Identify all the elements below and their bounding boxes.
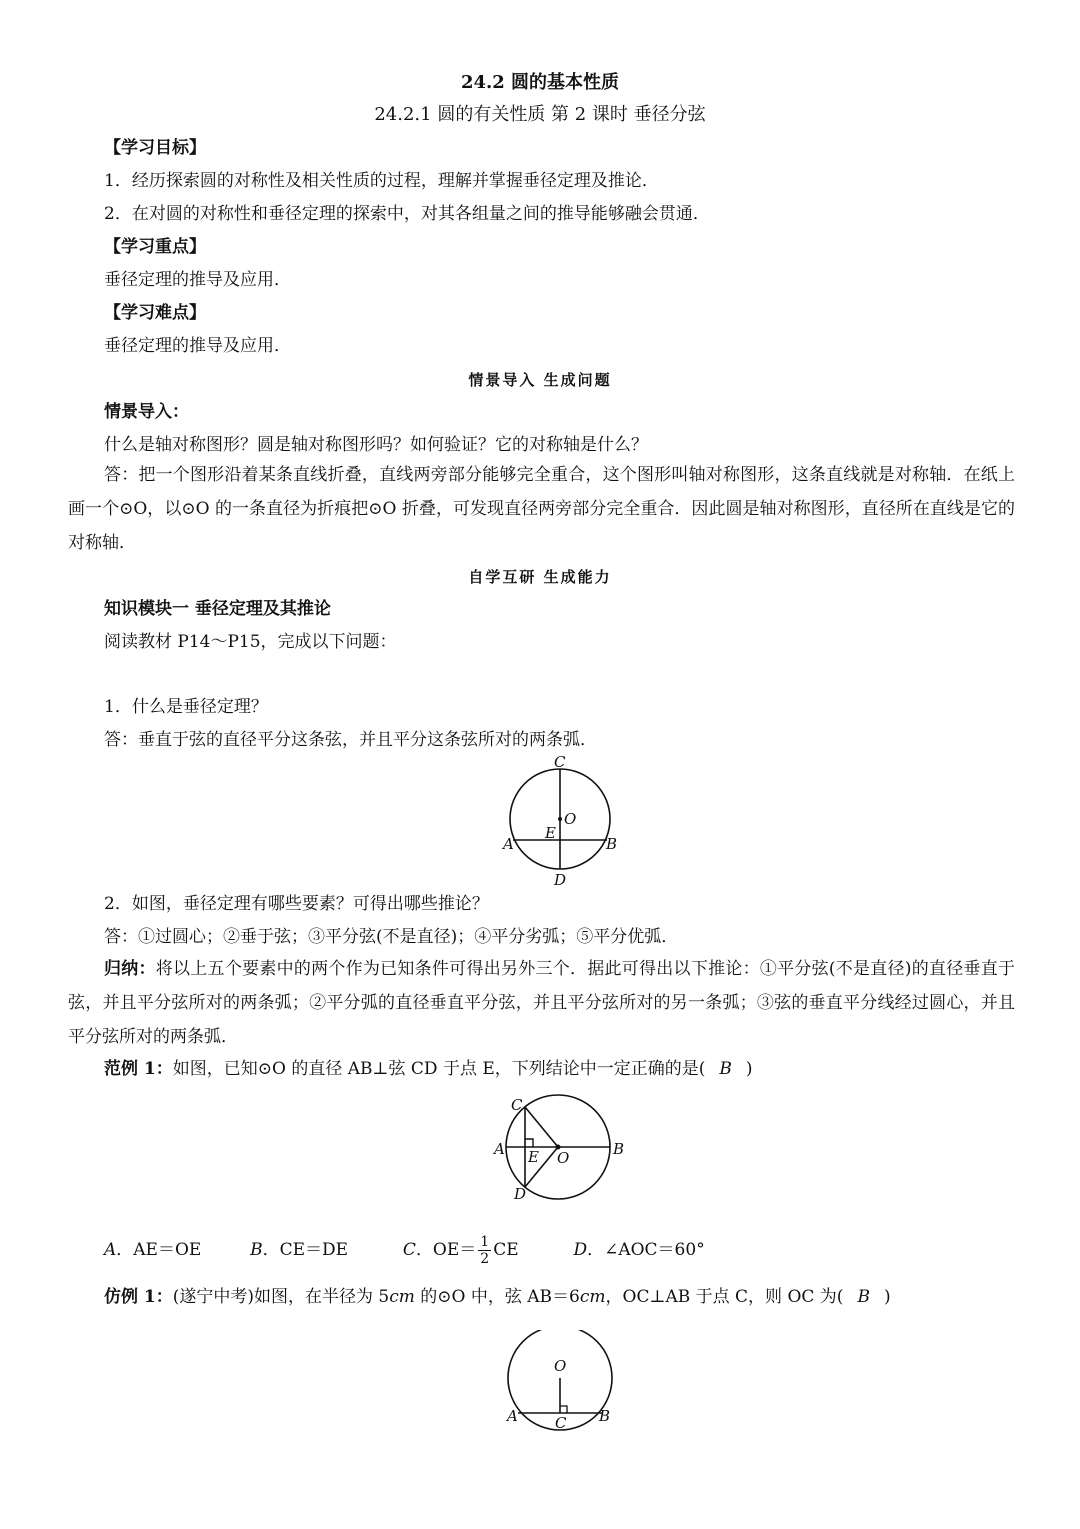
point-label: C bbox=[555, 1414, 567, 1432]
example-close: ) bbox=[745, 1059, 753, 1079]
difficulty-heading: 【学习难点】 bbox=[104, 303, 206, 323]
point-label: E bbox=[528, 1148, 539, 1166]
objective-item: 2．在对圆的对称性和垂径定理的探索中，对其各组量之间的推导能够融会贯通． bbox=[104, 204, 710, 224]
example-label: 范例 1： bbox=[104, 1059, 173, 1079]
point-label: O bbox=[564, 810, 577, 828]
question-2: 2．如图，垂径定理有哪些要素？可得出哪些推论？ bbox=[104, 894, 489, 914]
example-text: 如图，已知⊙O 的直径 AB⊥弦 CD 于点 E，下列结论中一定正确的是( bbox=[172, 1059, 706, 1079]
answer-1: 答：垂直于弦的直径平分这条弦，并且平分这条弦所对的两条弧． bbox=[104, 730, 597, 750]
imitation-1: 仿例 1：(遂宁中考)如图，在半径为 5cm 的⊙O 中，弦 AB＝6cm，OC⊥AB 于点 C，则 OC 为( B ) bbox=[104, 1287, 891, 1307]
difficulty-text: 垂径定理的推导及应用． bbox=[104, 336, 291, 356]
imitation-answer: B bbox=[857, 1287, 870, 1307]
point-label: D bbox=[514, 1185, 527, 1203]
option-a: A．AE＝OE bbox=[104, 1240, 202, 1260]
summary-paragraph bbox=[68, 952, 1015, 1054]
point-label: C bbox=[554, 753, 566, 771]
example-1 bbox=[104, 1056, 753, 1082]
fraction: $\frac{1}{2}$ bbox=[480, 1234, 490, 1267]
section-title: 自学互研 生成能力 bbox=[468, 568, 612, 586]
point-label: A bbox=[503, 835, 514, 853]
circle-figure-1 bbox=[490, 752, 630, 892]
point-label: E bbox=[545, 824, 556, 842]
circle-figure-2 bbox=[490, 1092, 640, 1212]
unit-cm: cm bbox=[389, 1287, 415, 1307]
example-options bbox=[104, 1234, 705, 1267]
point-label: O bbox=[557, 1149, 570, 1167]
objective-item: 1．经历探索圆的对称性及相关性质的过程，理解并掌握垂径定理及推论． bbox=[104, 171, 659, 191]
module-heading: 知识模块一 垂径定理及其推论 bbox=[104, 599, 331, 619]
scenario-question: 什么是轴对称图形？圆是轴对称图形吗？如何验证？它的对称轴是什么？ bbox=[104, 435, 648, 455]
point-label: B bbox=[599, 1407, 611, 1425]
point-label: D bbox=[554, 871, 567, 889]
example-answer: B bbox=[719, 1059, 732, 1079]
point-label: B bbox=[606, 835, 618, 853]
option-b: B．CE＝DE bbox=[250, 1240, 349, 1260]
circle-figure-3 bbox=[498, 1330, 628, 1440]
focus-heading: 【学习重点】 bbox=[104, 237, 206, 257]
section-title: 情景导入 生成问题 bbox=[468, 371, 612, 389]
point-label: A bbox=[507, 1407, 518, 1425]
point-label: A bbox=[494, 1140, 505, 1158]
imitation-label: 仿例 1： bbox=[104, 1287, 173, 1307]
summary-label: 归纳： bbox=[104, 959, 156, 979]
lesson-title: 24.2 圆的基本性质 bbox=[460, 72, 620, 93]
point-label: B bbox=[613, 1140, 625, 1158]
point-label: O bbox=[554, 1357, 567, 1375]
focus-text: 垂径定理的推导及应用． bbox=[104, 270, 291, 290]
scenario-label: 情景导入： bbox=[104, 402, 189, 422]
option-d: D．∠AOC＝60° bbox=[573, 1240, 705, 1260]
question-1: 1．什么是垂径定理？ bbox=[104, 697, 268, 717]
unit-cm: cm bbox=[579, 1287, 606, 1307]
reading-instruction: 阅读教材 P14～P15，完成以下问题： bbox=[104, 632, 397, 652]
lesson-subtitle: 24.2.1 圆的有关性质 第 2 课时 垂径分弦 bbox=[374, 104, 706, 125]
objectives-heading: 【学习目标】 bbox=[104, 138, 206, 158]
point-label: C bbox=[511, 1096, 523, 1114]
summary-text: 将以上五个要素中的两个作为已知条件可得出另外三个．据此可得出以下推论：①平分弦(不是直径)的直径垂直于弦，并且平分弦所对的两条弧；②平分弧的直径垂直平分弦，并且平分弦所对的另一条弧；③弦的垂直平分线经过圆心，并且平分弦所对的两条弧． bbox=[68, 959, 1016, 1047]
answer-2: 答：①过圆心；②垂于弦；③平分弦(不是直径)；④平分劣弧；⑤平分优弧． bbox=[104, 927, 679, 947]
scenario-answer: 答：把一个图形沿着某条直线折叠，直线两旁部分能够完全重合，这个图形叫轴对称图形，这条直线就是对称轴．在纸上画一个⊙O，以⊙O 的一条直径为折痕把⊙O 折叠，可发现直径两旁部分完全重合．因此圆是轴对称图形，直径所在直线是它的对称轴． bbox=[68, 465, 1015, 553]
option-c: C．OE＝ $\frac{1}{2}$ CE bbox=[402, 1234, 519, 1267]
